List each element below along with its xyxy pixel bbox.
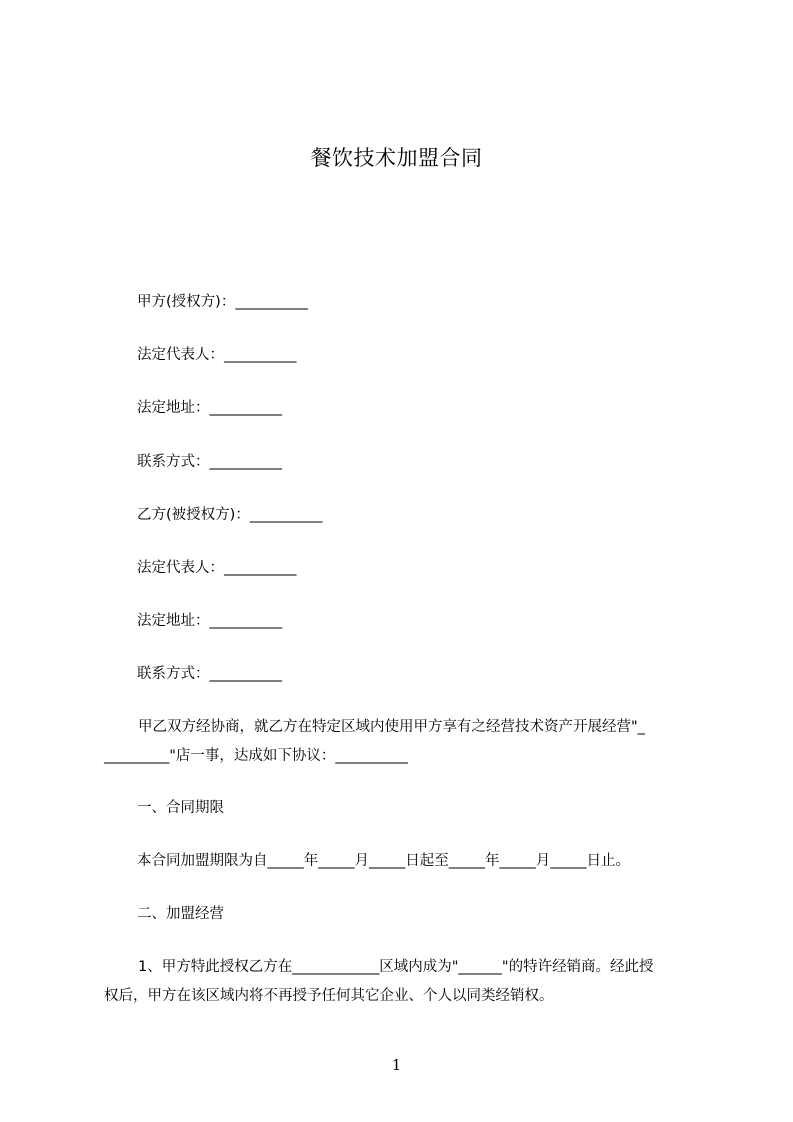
section-1-heading: 一、合同期限 [137, 800, 224, 816]
party-b-address-line: 法定地址：__________ [137, 613, 282, 629]
document-title: 餐饮技术加盟合同 [310, 146, 483, 170]
party-a-address-line: 法定地址：__________ [137, 400, 282, 416]
party-b-contact-line: 联系方式：__________ [137, 666, 282, 682]
clause-1-line-1: 1、甲方特此授权乙方在____________区域内成为"______"的特许经销商。经此授 [138, 959, 654, 975]
preamble-line-1: 甲乙双方经协商，就乙方在特定区域内使用甲方享有之经营技术资产开展经营"_ [138, 719, 645, 735]
party-b-name-line: 乙方(被授权方)：__________ [137, 507, 323, 523]
party-a-contact-line: 联系方式：__________ [137, 454, 282, 470]
party-a-representative-line: 法定代表人：__________ [137, 347, 297, 363]
preamble-line-2: _________"店一事，达成如下协议：__________ [104, 748, 408, 764]
preamble-paragraph [104, 713, 704, 771]
clause-1-line-2: 权后，甲方在该区域内将不再授予任何其它企业、个人以同类经销权。 [104, 988, 554, 1004]
section-1-body: 本合同加盟期限为自_____年_____月_____日起至_____年_____月_____日止。 [137, 853, 630, 869]
party-a-name-line: 甲方(授权方)：__________ [137, 294, 308, 310]
page-number: 1 [391, 1056, 402, 1074]
section-2-heading: 二、加盟经营 [137, 906, 224, 922]
section-2-clause-1 [104, 953, 704, 1011]
party-b-representative-line: 法定代表人：__________ [137, 560, 297, 576]
